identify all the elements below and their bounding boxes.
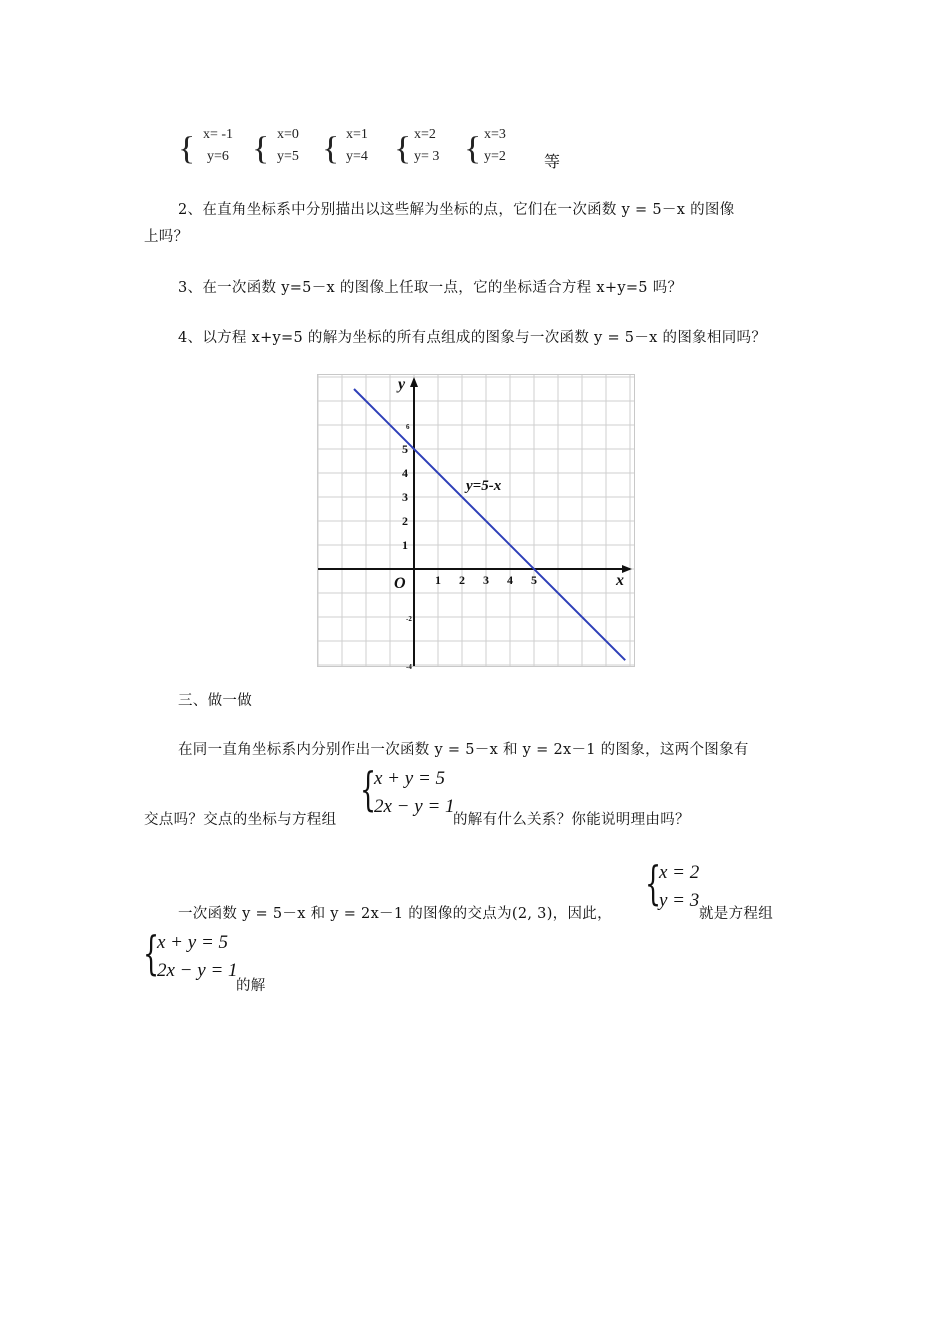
solution-4: x=2 y= 3 bbox=[414, 127, 440, 164]
question-4: 4、以方程 x+y=5 的解为坐标的所有点组成的图象与一次函数 y = 5－x 的图象相同吗？ bbox=[178, 330, 767, 346]
y-tick-label: 3 bbox=[402, 490, 408, 504]
question-3: 3、在一次函数 y=5－x 的图像上任取一点，它的坐标适合方程 x+y=5 吗？ bbox=[178, 280, 683, 296]
x-tick-label: 3 bbox=[483, 573, 489, 587]
brace-4: { bbox=[394, 130, 412, 166]
question-2-line-2: 上吗？ bbox=[144, 229, 189, 245]
y-tick-label: 1 bbox=[402, 538, 408, 552]
graph-svg bbox=[318, 375, 634, 671]
x-tick-label: 1 bbox=[435, 573, 441, 587]
x-tick-label: 4 bbox=[507, 573, 513, 587]
y-tick-label: 4 bbox=[402, 466, 408, 480]
answer-eq-1: x = 2 bbox=[659, 862, 700, 883]
brace-1: { bbox=[178, 130, 196, 166]
brace-2: { bbox=[252, 130, 270, 166]
answer-brace: { bbox=[645, 856, 662, 910]
section-3-title: 三、做一做 bbox=[178, 693, 252, 709]
answer-text-c: 的解 bbox=[236, 978, 266, 994]
x-tick-label: 5 bbox=[531, 573, 537, 587]
paragraph-1-line-2b: 的解有什么关系？你能说明理由吗？ bbox=[453, 812, 690, 828]
brace-5: { bbox=[464, 130, 482, 166]
system-2-eq-2: 2x − y = 1 bbox=[157, 960, 238, 981]
answer-text-a: 一次函数 y = 5－x 和 y = 2x－1 的图像的交点为(2, 3)，因此， bbox=[178, 906, 612, 922]
brace-3: { bbox=[322, 130, 340, 166]
system-2-eq-1: x + y = 5 bbox=[157, 932, 229, 953]
y-axis-arrow bbox=[410, 377, 418, 387]
y-tick-label: -2 bbox=[406, 615, 412, 623]
system-eq-1: x + y = 5 bbox=[374, 768, 446, 789]
y-tick-label: -4 bbox=[406, 663, 412, 671]
paragraph-1-line-1: 在同一直角坐标系内分别作出一次函数 y = 5－x 和 y = 2x－1 的图象，这两个图象有 bbox=[178, 742, 749, 758]
tick-labels bbox=[402, 423, 537, 671]
system-2-brace: { bbox=[143, 926, 160, 980]
y-axis-label: y bbox=[398, 376, 406, 393]
system-eq-2: 2x − y = 1 bbox=[374, 796, 455, 817]
answer-eq-2: y = 3 bbox=[659, 890, 700, 911]
x-axis-label: x bbox=[616, 572, 624, 589]
paragraph-1-line-2a: 交点吗？交点的坐标与方程组 bbox=[144, 812, 337, 828]
solution-1: x= -1 y=6 bbox=[203, 127, 234, 164]
system-brace: { bbox=[360, 762, 377, 816]
solutions-suffix: 等 bbox=[544, 152, 561, 171]
y-tick-label: 2 bbox=[402, 514, 408, 528]
function-line-label: y=5-x bbox=[466, 478, 502, 494]
solution-2: x=0 y=5 bbox=[277, 127, 299, 164]
solution-5: x=3 y=2 bbox=[484, 127, 506, 164]
solution-3: x=1 y=4 bbox=[346, 127, 368, 164]
origin-label: O bbox=[394, 575, 406, 592]
answer-text-b: 就是方程组 bbox=[699, 906, 773, 922]
y-tick-label: 6 bbox=[406, 423, 410, 431]
y-tick-label: 5 bbox=[402, 442, 408, 456]
x-tick-label: 2 bbox=[459, 573, 465, 587]
function-line bbox=[354, 389, 625, 660]
question-2-line-1: 2、在直角坐标系中分别描出以这些解为坐标的点，它们在一次函数 y = 5－x 的图像 bbox=[178, 202, 735, 218]
function-graph bbox=[317, 374, 635, 671]
